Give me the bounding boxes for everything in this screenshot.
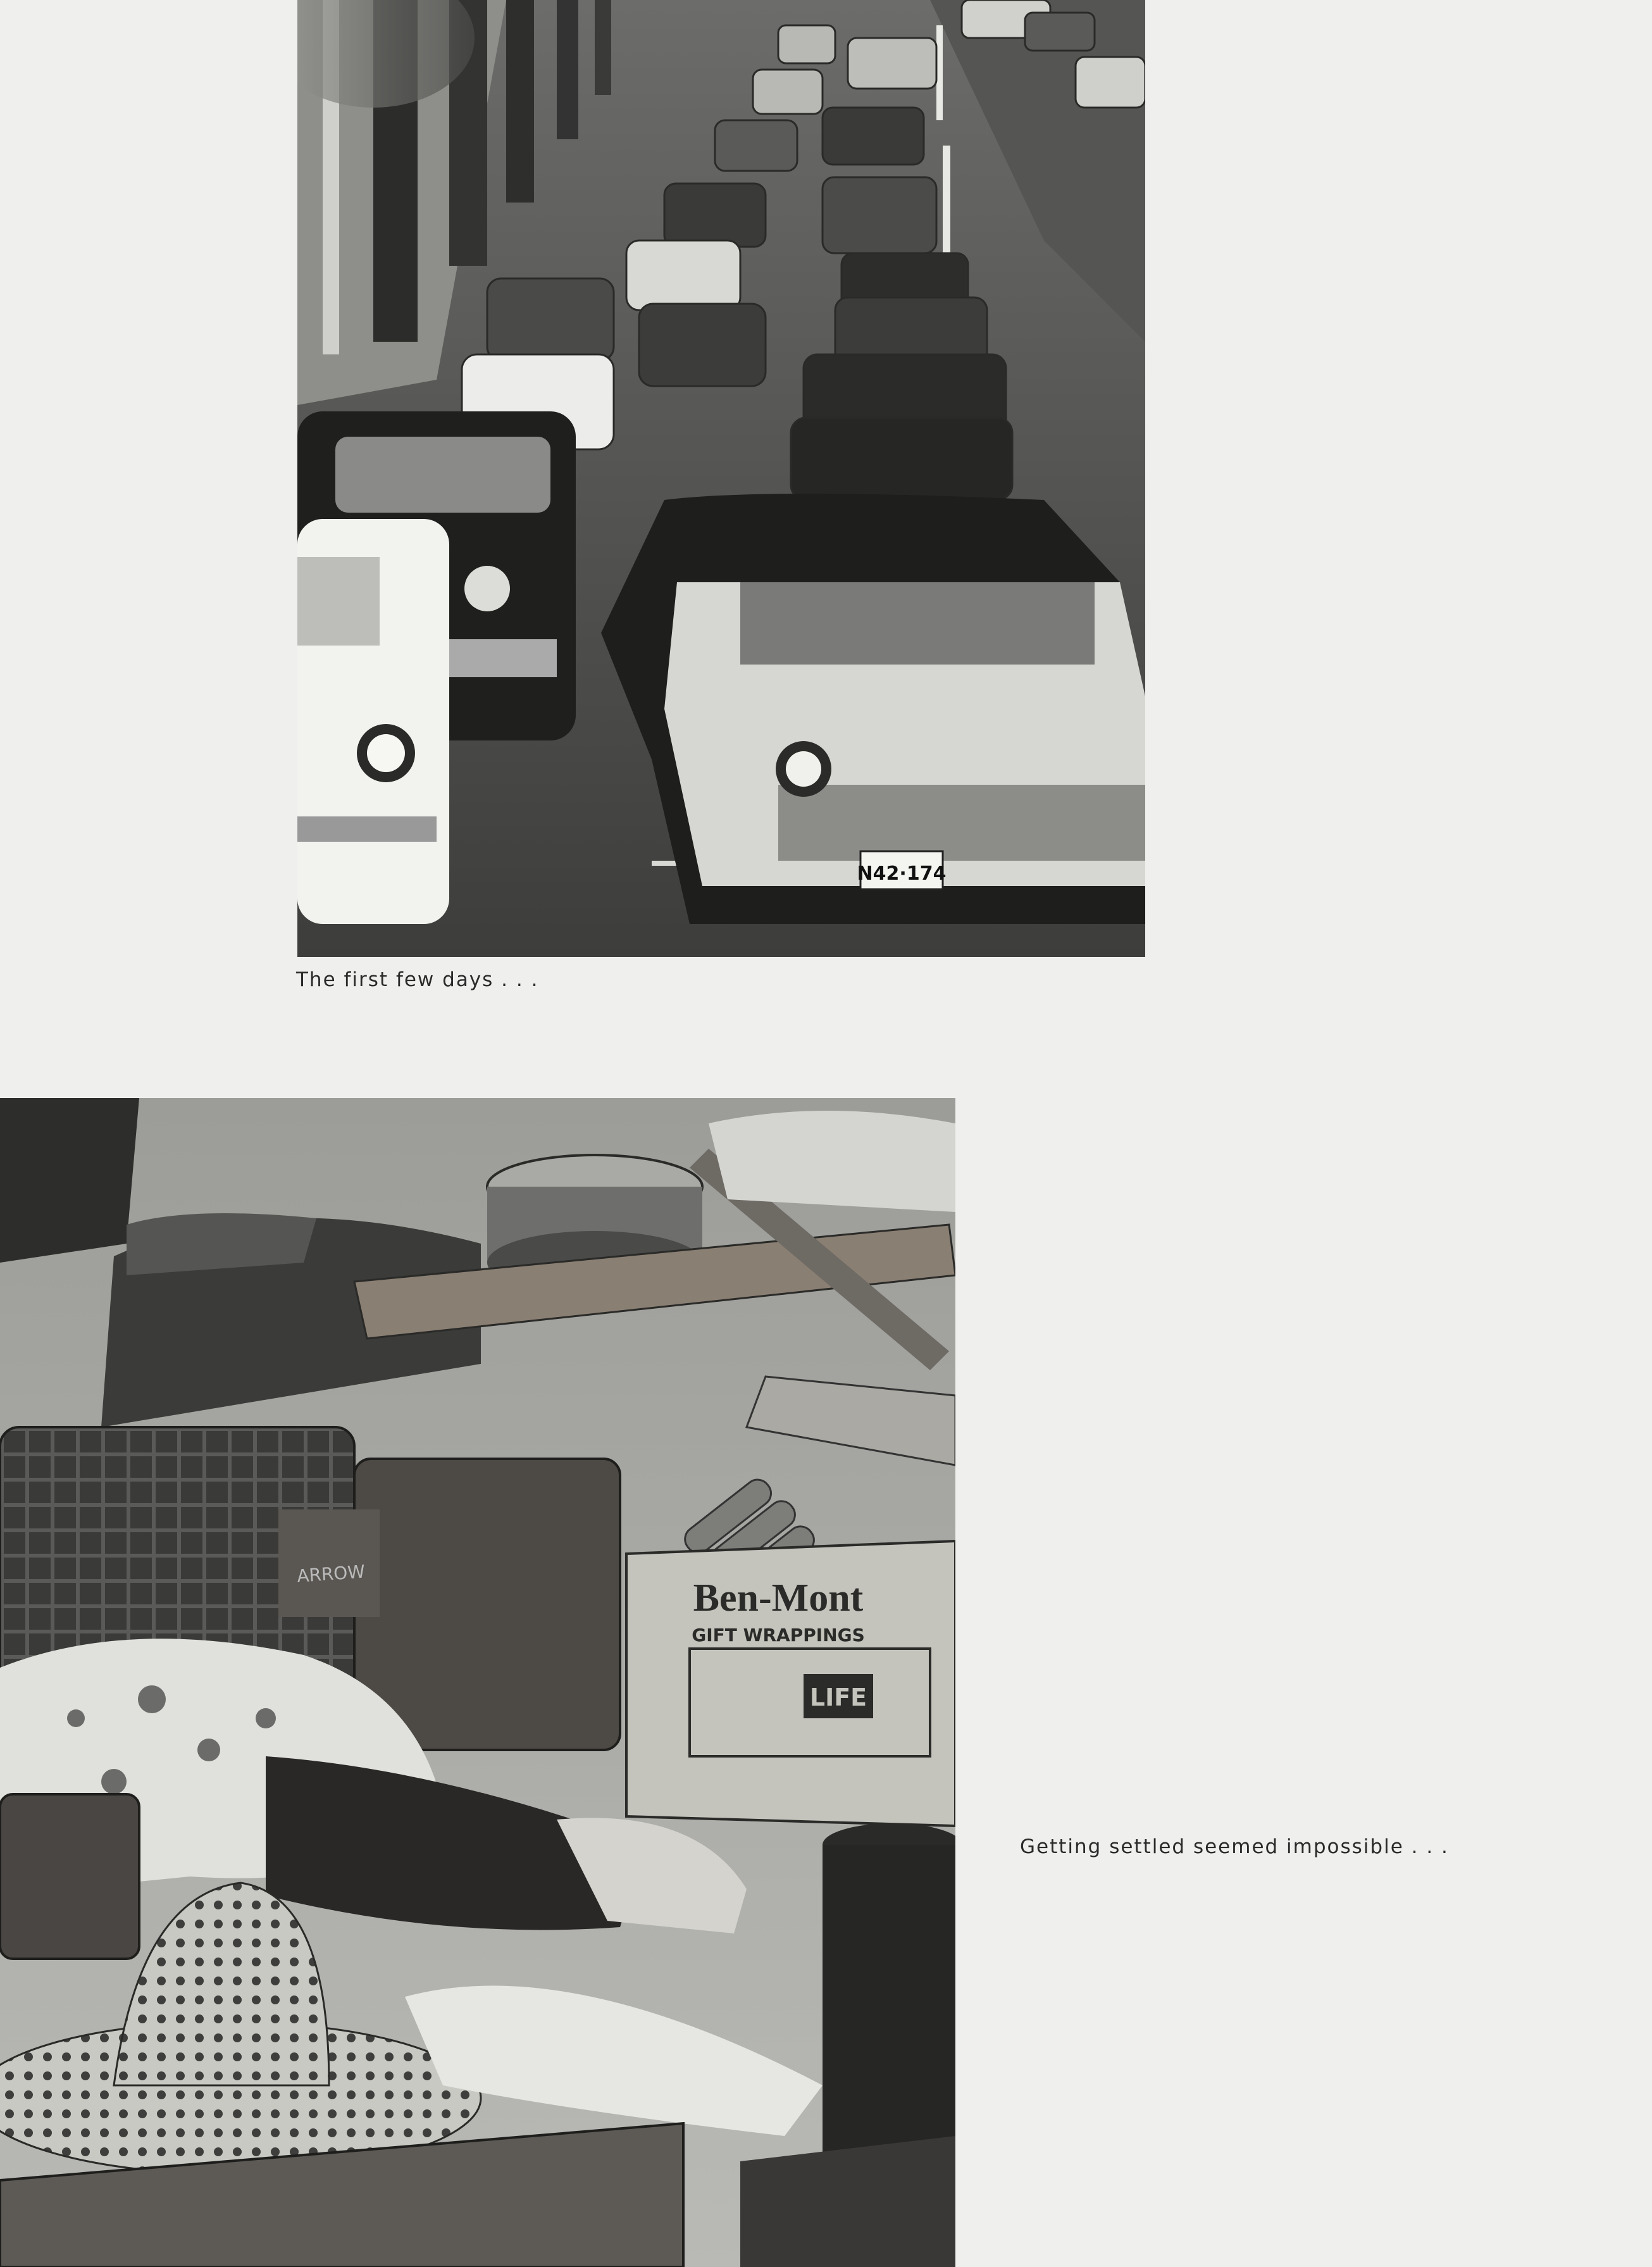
luggage-photo	[0, 1098, 955, 2267]
suitcase-label-text: ARROW	[296, 1561, 366, 1587]
caption-luggage: Getting settled seemed impossible . . .	[1020, 1835, 1449, 1858]
luggage-photo-image	[0, 1098, 955, 2267]
traffic-photo-image	[297, 0, 1145, 957]
license-plate-text: N42·174	[857, 863, 947, 885]
traffic-photo	[297, 0, 1145, 957]
box-badge-text: LIFE	[809, 1683, 867, 1711]
caption-traffic: The first few days . . .	[296, 968, 539, 991]
box-line-text: GIFT WRAPPINGS	[692, 1625, 865, 1646]
box-brand-text: Ben-Mont	[693, 1577, 864, 1620]
